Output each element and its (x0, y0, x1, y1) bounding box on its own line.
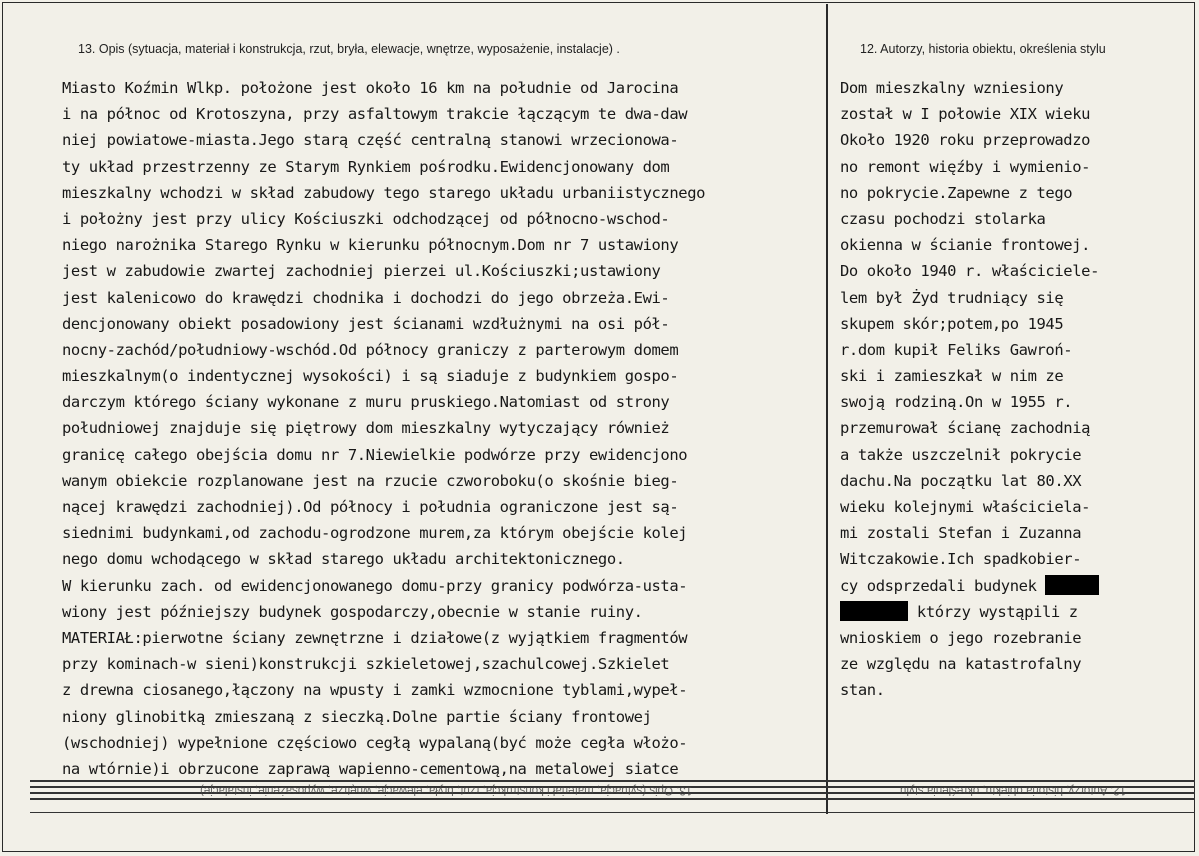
redaction-block (840, 601, 908, 621)
text-line: mieszkalny wchodzi w skład zabudowy tego starego układu urbaniistycznego (62, 183, 706, 202)
text-line: niony glinobitką zmieszaną z sieczką.Dolne partie ściany frontowej (62, 707, 652, 726)
text-line: został w I połowie XIX wieku (840, 105, 1091, 124)
text-line: ski i zamieszkał w nim ze (840, 367, 1064, 386)
text-line: MATERIAŁ:pierwotne ściany zewnętrzne i działowe(z wyjątkiem fragmentów (62, 628, 688, 647)
text-line: W kierunku zach. od ewidencjonowanego domu-przy granicy podwórza-usta- (62, 576, 688, 595)
text-line: mi zostali Stefan i Zuzanna (840, 524, 1082, 543)
text-line: nocny-zachód/południowy-wschód.Od północy graniczy z parterowym domem (62, 340, 679, 359)
column-divider (826, 4, 828, 814)
text-line: skupem skór;potem,po 1945 (840, 314, 1064, 333)
text-line: (wschodniej) wypełnione częściowo cegłą wypalaną(być może cegła włożo- (62, 733, 688, 752)
text-line: no pokrycie.Zapewne z tego (840, 183, 1073, 202)
text-line: granicę całego obejścia domu nr 7.Niewielkie podwórze przy ewidencjono (62, 445, 688, 464)
text-line: na wtórnie)i obrzucone zaprawą wapienno-cementową,na metalowej siatce (62, 759, 679, 778)
text-line: i na północ od Krotoszyna, przy asfaltowym trakcie łączącym te dwa-daw (62, 105, 688, 124)
text-line: czasu pochodzi stolarka (840, 209, 1046, 228)
text-line: ze względu na katastrofalny (840, 655, 1082, 674)
text-line: Witczakowie.Ich spadkobier- (840, 550, 1082, 569)
section-13-header: 13. Opis (sytuacja, materiał i konstrukcja, rzut, bryła, elewacje, wnętrze, wyposażenie, instalacje) . (78, 42, 620, 56)
text-line: ty układ przestrzenny ze Starym Rynkiem pośrodku.Ewidencjonowany dom (62, 157, 670, 176)
text-line: darczym którego ściany wykonane z muru pruskiego.Natomiast od strony (62, 393, 670, 412)
text-line: wnioskiem o jego rozebranie (840, 628, 1082, 647)
text-line: cy odsprzedali budynek (840, 573, 1190, 599)
text-line: jest w zabudowie zwartej zachodniej pierzei ul.Kościuszki;ustawiony (62, 262, 661, 281)
description-text-column (62, 75, 822, 782)
text-line: a także uszczelnił pokrycie (840, 445, 1082, 464)
mirrored-footer-right: 12. Autorzy, historia obiektu, określenia stylu (900, 784, 1127, 796)
text-line: okienna w ścianie frontowej. (840, 236, 1091, 255)
text-line: nego domu wchodącego w skład starego układu architektonicznego. (62, 550, 625, 569)
mirrored-footer-left: 13. Opis (sytuacja, materiał i konstrukcja, rzut, bryła, elewacje, wnętrze, wyposażenie, instalacje) (200, 784, 693, 796)
text-line: stan. (840, 681, 885, 700)
text-line: nącej krawędzi zachodniej).Od północy i południa ograniczone jest są- (62, 498, 679, 516)
text-line: r.dom kupił Feliks Gawroń- (840, 340, 1073, 359)
text-line: którzy wystąpili z (840, 599, 1190, 625)
section-12-header: 12. Autorzy, historia obiektu, określenia stylu (860, 42, 1106, 56)
text-line: mieszkalnym(o indentycznej wysokości) i są siaduje z budynkiem gospo- (62, 367, 679, 386)
text-line: z drewna ciosanego,łączony na wpusty i zamki wzmocnione tyblami,wypeł- (62, 681, 688, 700)
text-line: i położny jest przy ulicy Kościuszki odchodzącej od północno-wschod- (62, 209, 670, 228)
text-line: przy kominach-w sieni)konstrukcji szkieletowej,szachulcowej.Szkielet (62, 655, 670, 674)
text-line: lem był Żyd trudniący się (840, 288, 1064, 307)
text-line: południowej znajduje się piętrowy dom mieszkalny wytyczający również (62, 419, 670, 438)
text-line: niego narożnika Starego Rynku w kierunku północnym.Dom nr 7 ustawiony (62, 236, 679, 255)
text-line: wiony jest późniejszy budynek gospodarczy,obecnie w stanie ruiny. (62, 602, 643, 621)
text-line: Do około 1940 r. właściciele- (840, 262, 1100, 281)
text-line: Dom mieszkalny wzniesiony (840, 79, 1064, 97)
text-line: jest kalenicowo do krawędzi chodnika i dochodzi do jego obrzeża.Ewi- (62, 288, 670, 307)
text-line: wieku kolejnymi właścicielа- (840, 498, 1091, 516)
redaction-block (1045, 575, 1099, 595)
text-line: Około 1920 roku przeprowadzo (840, 131, 1091, 150)
history-text-column (840, 75, 1190, 704)
text-line: dencjonowany obiekt posadowiony jest ścianami wzdłużnymi na osi pół- (62, 314, 670, 333)
bottom-rule (30, 812, 1195, 813)
text-line: Miasto Koźmin Wlkp. położone jest około 16 km na południe od Jarocina (62, 79, 679, 97)
text-line: przemurował ścianę zachodnią (840, 419, 1091, 438)
text-line: siednimi budynkami,od zachodu-ogrodzone murem,za którym obejście kolej (62, 524, 688, 543)
text-line: swoją rodziną.On w 1955 r. (840, 393, 1073, 412)
text-line: dachu.Na początku lat 80.XX (840, 471, 1082, 490)
text-line: wanym obiekcie rozplanowane jest na rzucie czworoboku(o skośnie bieg- (62, 471, 679, 490)
text-line: no remont więźby i wymienio- (840, 157, 1091, 176)
text-line: niej powiatowe-miasta.Jego starą część centralną stanowi wrzecionowa- (62, 131, 679, 150)
